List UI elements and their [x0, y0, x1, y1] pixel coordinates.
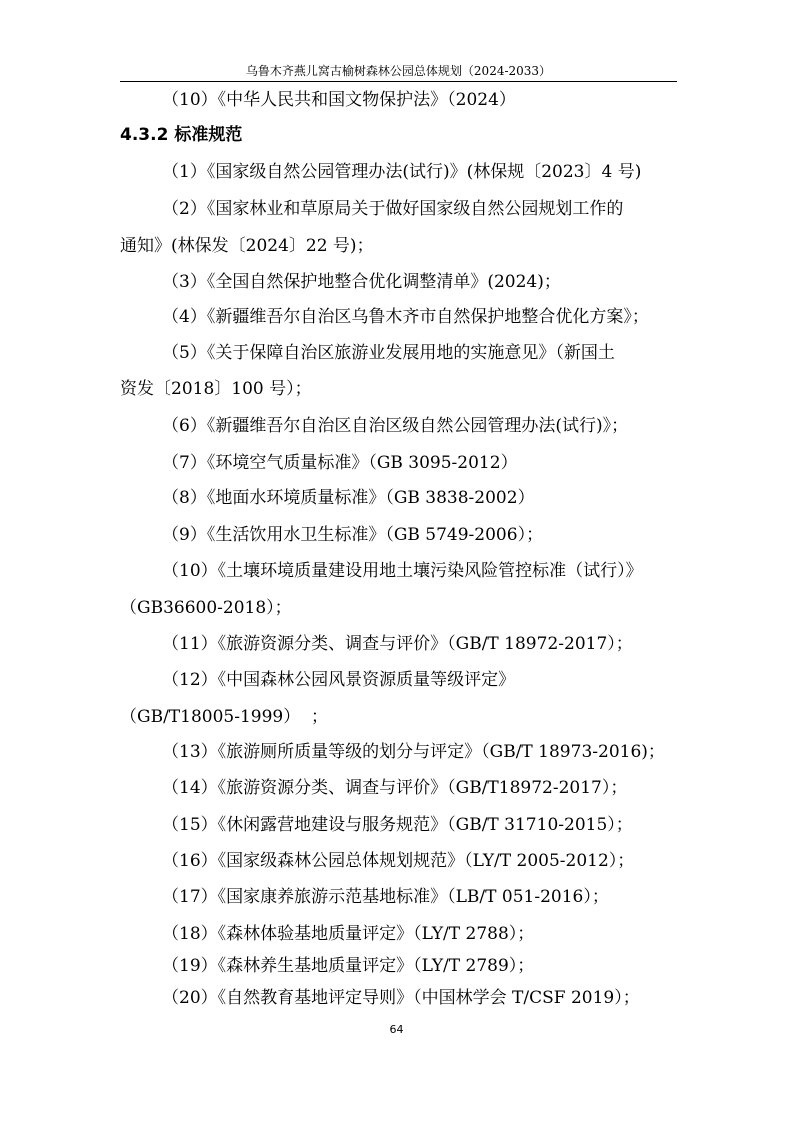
reference-item: （2）《国家林业和草原局关于做好国家级自然公园规划工作的	[162, 199, 624, 219]
reference-item: （16）《国家级森林公园总体规划规范》（LY/T 2005-2012）；	[162, 851, 635, 871]
reference-item: （10）《中华人民共和国文物保护法》（2024）	[162, 90, 516, 110]
reference-item: （4）《新疆维吾尔自治区乌鲁木齐市自然保护地整合优化方案》；	[162, 307, 649, 327]
reference-item: （20）《自然教育基地评定导则》（中国林学会 T/CSF 2019）；	[162, 988, 640, 1008]
reference-item: （11）《旅游资源分类、调查与评价》（GB/T 18972-2017）；	[162, 634, 633, 654]
reference-item: （1）《国家级自然公园管理办法(试行)》(林保规〔2023〕4 号)	[162, 162, 642, 182]
reference-item: （7）《环境空气质量标准》（GB 3095-2012）	[162, 453, 518, 473]
reference-item: （5）《关于保障自治区旅游业发展用地的实施意见》（新国土	[162, 343, 615, 363]
reference-item-continuation: （GB36600-2018）；	[120, 598, 292, 618]
running-header: 乌鲁木齐燕儿窝古榆树森林公园总体规划（2024-2033）	[245, 64, 552, 78]
reference-item-continuation: （GB/T18005-1999） ；	[120, 707, 329, 727]
reference-item: （13）《旅游厕所质量等级的划分与评定》（GB/T 18973-2016)；	[162, 742, 665, 762]
header-rule	[120, 81, 677, 82]
section-heading: 4.3.2 标准规范	[120, 125, 243, 145]
reference-item: （19）《森林养生基地质量评定》（LY/T 2789）；	[162, 956, 535, 976]
reference-item: （15）《休闲露营地建设与服务规范》（GB/T 31710-2015）；	[162, 815, 633, 835]
reference-item: （10）《土壤环境质量建设用地土壤污染风险管控标准（试行）》	[162, 561, 643, 581]
reference-item: （3）《全国自然保护地整合优化调整清单》(2024)；	[162, 272, 561, 292]
reference-item: （9）《生活饮用水卫生标准》（GB 5749-2006）；	[162, 525, 544, 545]
reference-item: （18）《森林体验基地质量评定》（LY/T 2788）；	[162, 924, 535, 944]
reference-item: （8）《地面水环境质量标准》（GB 3838-2002）	[162, 488, 535, 508]
reference-item: （6）《新疆维吾尔自治区自治区级自然公园管理办法(试行)》；	[162, 416, 629, 436]
reference-item: （14）《旅游资源分类、调查与评价》（GB/T18972-2017）；	[162, 778, 628, 798]
reference-item: （12）《中国森林公园风景资源质量等级评定》	[162, 670, 516, 690]
reference-item-continuation: 资发〔2018〕100 号）；	[120, 379, 312, 399]
reference-item-continuation: 通知》(林保发〔2024〕22 号)；	[120, 236, 374, 256]
reference-item: （17）《国家康养旅游示范基地标准》（LB/T 051-2016）；	[162, 887, 609, 907]
page-number: 64	[389, 1023, 404, 1036]
